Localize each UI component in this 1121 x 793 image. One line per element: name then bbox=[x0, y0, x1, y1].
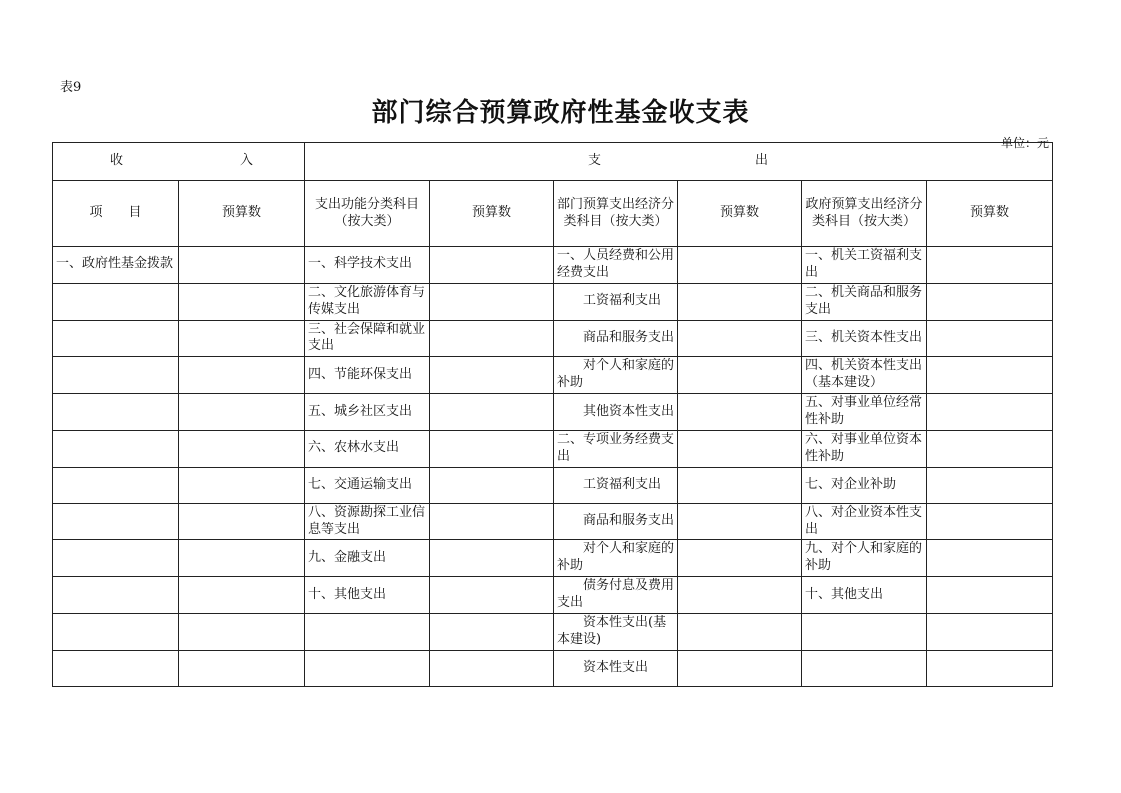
table-row bbox=[53, 394, 1053, 431]
table-row bbox=[53, 430, 1053, 467]
table-row bbox=[53, 540, 1053, 577]
dept-economic-item: 一、人员经费和公用经费支出 bbox=[554, 247, 678, 284]
column-header-row bbox=[53, 181, 1053, 247]
dept-economic-item: 商品和服务支出 bbox=[554, 503, 678, 540]
header-budget-gov: 预算数 bbox=[927, 181, 1053, 247]
income-item bbox=[53, 283, 179, 320]
dept-economic-item: 其他资本性支出 bbox=[554, 394, 678, 431]
expense-section-header bbox=[305, 143, 1053, 181]
function-item: 一、科学技术支出 bbox=[305, 247, 430, 284]
function-budget-cell bbox=[430, 577, 554, 614]
function-item: 五、城乡社区支出 bbox=[305, 394, 430, 431]
dept-economic-item: 商品和服务支出 bbox=[554, 320, 678, 357]
gov-budget-cell bbox=[927, 394, 1053, 431]
function-item: 六、农林水支出 bbox=[305, 430, 430, 467]
dept-economic-item: 债务付息及费用支出 bbox=[554, 577, 678, 614]
function-budget-cell bbox=[430, 394, 554, 431]
table-row bbox=[53, 247, 1053, 284]
dept-economic-item: 对个人和家庭的补助 bbox=[554, 357, 678, 394]
function-item: 三、社会保障和就业支出 bbox=[305, 320, 430, 357]
income-budget-cell bbox=[179, 247, 305, 284]
function-item bbox=[305, 614, 430, 651]
expense-char-2: 出 bbox=[755, 153, 769, 168]
dept-budget-cell bbox=[678, 650, 802, 686]
gov-budget-cell bbox=[927, 430, 1053, 467]
dept-budget-cell bbox=[678, 503, 802, 540]
income-budget-cell bbox=[179, 394, 305, 431]
dept-economic-item: 资本性支出 bbox=[554, 650, 678, 686]
gov-economic-item: 九、对个人和家庭的补助 bbox=[802, 540, 927, 577]
income-budget-cell bbox=[179, 503, 305, 540]
dept-budget-cell bbox=[678, 430, 802, 467]
table-row bbox=[53, 357, 1053, 394]
gov-budget-cell bbox=[927, 503, 1053, 540]
function-budget-cell bbox=[430, 650, 554, 686]
gov-budget-cell bbox=[927, 247, 1053, 284]
gov-economic-item: 二、机关商品和服务支出 bbox=[802, 283, 927, 320]
table-number: 表9 bbox=[60, 80, 82, 95]
table-row bbox=[53, 650, 1053, 686]
table-row bbox=[53, 467, 1053, 503]
function-item: 七、交通运输支出 bbox=[305, 467, 430, 503]
gov-economic-item: 七、对企业补助 bbox=[802, 467, 927, 503]
header-gov-economic-category: 政府预算支出经济分类科目（按大类） bbox=[802, 181, 927, 247]
income-item bbox=[53, 503, 179, 540]
budget-table bbox=[52, 142, 1053, 687]
dept-economic-item: 对个人和家庭的补助 bbox=[554, 540, 678, 577]
income-budget-cell bbox=[179, 577, 305, 614]
function-item: 十、其他支出 bbox=[305, 577, 430, 614]
income-item bbox=[53, 357, 179, 394]
gov-budget-cell bbox=[927, 650, 1053, 686]
income-budget-cell bbox=[179, 283, 305, 320]
gov-economic-item: 五、对事业单位经常性补助 bbox=[802, 394, 927, 431]
gov-economic-item bbox=[802, 614, 927, 651]
page-title: 部门综合预算政府性基金收支表 bbox=[371, 98, 750, 128]
dept-budget-cell bbox=[678, 283, 802, 320]
table-row bbox=[53, 283, 1053, 320]
income-item bbox=[53, 650, 179, 686]
income-budget-cell bbox=[179, 467, 305, 503]
gov-budget-cell bbox=[927, 540, 1053, 577]
function-budget-cell bbox=[430, 430, 554, 467]
income-item bbox=[53, 467, 179, 503]
dept-budget-cell bbox=[678, 614, 802, 651]
income-item: 一、政府性基金拨款 bbox=[53, 247, 179, 284]
function-budget-cell bbox=[430, 357, 554, 394]
gov-budget-cell bbox=[927, 467, 1053, 503]
income-budget-cell bbox=[179, 540, 305, 577]
header-item: 项 目 bbox=[53, 181, 179, 247]
header-budget-income: 预算数 bbox=[179, 181, 305, 247]
gov-economic-item: 四、机关资本性支出（基本建设） bbox=[802, 357, 927, 394]
income-item bbox=[53, 430, 179, 467]
income-budget-cell bbox=[179, 357, 305, 394]
gov-budget-cell bbox=[927, 357, 1053, 394]
income-char-1: 收 bbox=[110, 153, 124, 168]
function-budget-cell bbox=[430, 540, 554, 577]
dept-economic-item: 二、专项业务经费支出 bbox=[554, 430, 678, 467]
dept-budget-cell bbox=[678, 320, 802, 357]
dept-economic-item: 资本性支出(基本建设) bbox=[554, 614, 678, 651]
gov-budget-cell bbox=[927, 614, 1053, 651]
gov-economic-item: 八、对企业资本性支出 bbox=[802, 503, 927, 540]
gov-budget-cell bbox=[927, 320, 1053, 357]
gov-economic-item: 六、对事业单位资本性补助 bbox=[802, 430, 927, 467]
dept-economic-item: 工资福利支出 bbox=[554, 283, 678, 320]
header-budget-function: 预算数 bbox=[430, 181, 554, 247]
table-row bbox=[53, 577, 1053, 614]
gov-economic-item: 十、其他支出 bbox=[802, 577, 927, 614]
income-budget-cell bbox=[179, 320, 305, 357]
gov-economic-item bbox=[802, 650, 927, 686]
expense-char-1: 支 bbox=[588, 153, 602, 168]
function-budget-cell bbox=[430, 247, 554, 284]
dept-budget-cell bbox=[678, 357, 802, 394]
function-budget-cell bbox=[430, 503, 554, 540]
income-budget-cell bbox=[179, 650, 305, 686]
function-budget-cell bbox=[430, 614, 554, 651]
dept-budget-cell bbox=[678, 247, 802, 284]
dept-budget-cell bbox=[678, 577, 802, 614]
gov-economic-item: 三、机关资本性支出 bbox=[802, 320, 927, 357]
gov-budget-cell bbox=[927, 577, 1053, 614]
function-budget-cell bbox=[430, 467, 554, 503]
income-item bbox=[53, 394, 179, 431]
function-item: 四、节能环保支出 bbox=[305, 357, 430, 394]
gov-budget-cell bbox=[927, 283, 1053, 320]
function-budget-cell bbox=[430, 283, 554, 320]
header-function-category: 支出功能分类科目（按大类） bbox=[305, 181, 430, 247]
table-row bbox=[53, 503, 1053, 540]
income-char-2: 入 bbox=[240, 153, 254, 168]
function-item bbox=[305, 650, 430, 686]
gov-economic-item: 一、机关工资福利支出 bbox=[802, 247, 927, 284]
function-budget-cell bbox=[430, 320, 554, 357]
dept-budget-cell bbox=[678, 540, 802, 577]
income-item bbox=[53, 540, 179, 577]
function-item: 八、资源勘探工业信息等支出 bbox=[305, 503, 430, 540]
income-budget-cell bbox=[179, 430, 305, 467]
dept-budget-cell bbox=[678, 467, 802, 503]
unit-label: 单位：元 bbox=[1000, 136, 1049, 150]
income-budget-cell bbox=[179, 614, 305, 651]
function-item: 九、金融支出 bbox=[305, 540, 430, 577]
table-row bbox=[53, 320, 1053, 357]
income-item bbox=[53, 614, 179, 651]
income-section-header bbox=[53, 143, 305, 181]
table-row bbox=[53, 614, 1053, 651]
dept-budget-cell bbox=[678, 394, 802, 431]
dept-economic-item: 工资福利支出 bbox=[554, 467, 678, 503]
header-dept-economic-category: 部门预算支出经济分类科目（按大类） bbox=[554, 181, 678, 247]
section-header-row bbox=[53, 143, 1053, 181]
income-item bbox=[53, 577, 179, 614]
function-item: 二、文化旅游体育与传媒支出 bbox=[305, 283, 430, 320]
header-budget-dept: 预算数 bbox=[678, 181, 802, 247]
income-item bbox=[53, 320, 179, 357]
